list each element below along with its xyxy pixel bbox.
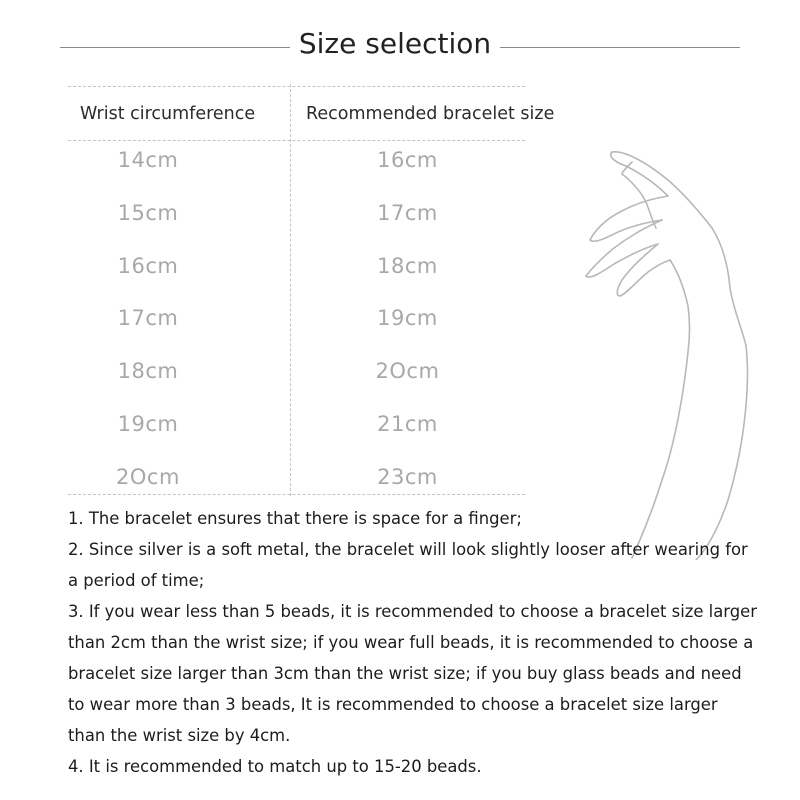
- bracelet-size-cell: 19cm: [377, 306, 438, 331]
- note-item: 3. If you wear less than 5 beads, it is recommended to choose a bracelet size larger than 2cm than the wrist size; if you wear full beads, it is recommended to choose a bracelet size larger than 3cm than the wrist size; if you buy glass beads and need to wear more than 3 beads, It is recommended to choose a bracelet size larger than the wrist size by 4cm.: [68, 602, 757, 745]
- bracelet-size-cell: 2Ocm: [375, 359, 440, 384]
- wrist-size-cell: 15cm: [117, 200, 179, 225]
- note-item: 4. It is recommended to match up to 15-20 beads.: [68, 757, 482, 776]
- size-table: [68, 84, 555, 496]
- header-wrist-circumference: Wrist circumference: [80, 104, 256, 124]
- header-recommended-bracelet-size: Recommended bracelet size: [306, 104, 555, 124]
- table-row: [68, 406, 525, 459]
- title-divider-right: [500, 47, 740, 48]
- wrist-size-cell: 19cm: [117, 411, 179, 436]
- table-rows: [68, 142, 525, 512]
- note-item: 2. Since silver is a soft metal, the bracelet will look slightly looser after wearing for a period of time;: [68, 540, 748, 590]
- wrist-size-cell: 17cm: [117, 306, 179, 331]
- wrist-size-cell: 2Ocm: [116, 464, 180, 489]
- page-title: Size selection: [298, 27, 492, 60]
- title-row: [0, 24, 800, 70]
- table-row: [68, 300, 525, 353]
- wrist-size-cell: 14cm: [117, 148, 179, 172]
- title-divider-left: [60, 47, 290, 48]
- wrist-size-cell: 16cm: [117, 253, 179, 278]
- bracelet-size-cell: 23cm: [377, 464, 438, 489]
- table-row: [68, 353, 525, 406]
- size-notes: [68, 503, 758, 782]
- bracelet-size-cell: 16cm: [377, 148, 438, 172]
- table-top-border: [68, 86, 525, 87]
- bracelet-size-cell: 18cm: [377, 253, 438, 278]
- wrist-size-cell: 18cm: [117, 359, 179, 384]
- table-row: [68, 248, 525, 301]
- table-row: [68, 142, 525, 195]
- table-row: [68, 195, 525, 248]
- table-header-border: [68, 140, 525, 141]
- note-item: 1. The bracelet ensures that there is space for a finger;: [68, 509, 522, 528]
- hand-outline-icon: [560, 140, 780, 560]
- bracelet-size-cell: 21cm: [377, 411, 438, 436]
- bracelet-size-cell: 17cm: [377, 200, 438, 225]
